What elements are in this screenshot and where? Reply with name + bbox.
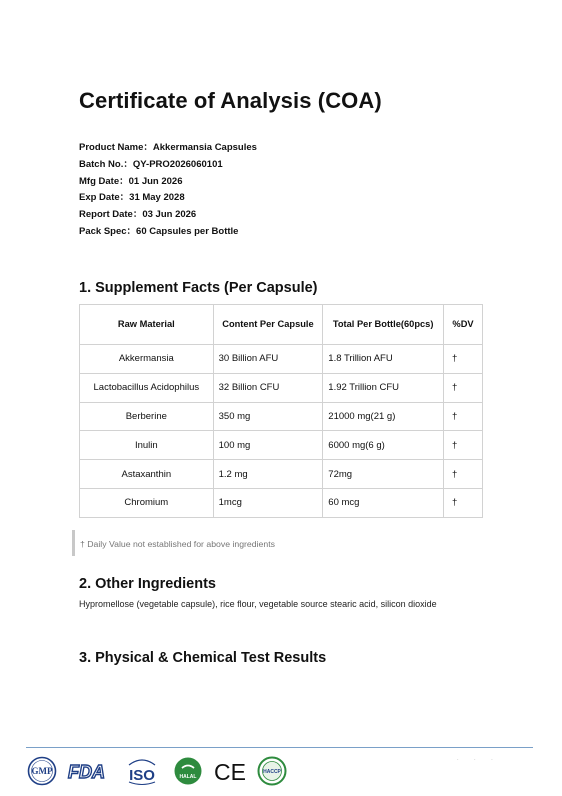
table-cell: 1.92 Trillion CFU [323, 373, 444, 402]
gmp-logo [26, 756, 58, 786]
section-heading-supplement-facts: 1. Supplement Facts (Per Capsule) [79, 280, 318, 296]
table-cell: 60 mcg [323, 488, 444, 517]
table-cell: 100 mg [213, 431, 323, 460]
table-cell: † [444, 460, 483, 489]
svg-text:HALAL: HALAL [179, 774, 197, 780]
column-header: Raw Material [80, 305, 214, 345]
daily-value-note: † Daily Value not established for above ingredients [72, 530, 275, 556]
haccp-logo [256, 756, 288, 786]
field-label: Pack Spec： [79, 225, 137, 237]
halal-logo [172, 756, 204, 786]
field-value: 03 Jun 2026 [142, 209, 197, 221]
iso-logo [122, 756, 162, 786]
report-date-row [79, 207, 257, 224]
footer-dots: · · · [457, 757, 500, 763]
table-cell: † [444, 373, 483, 402]
section-heading-test-results: 3. Physical & Chemical Test Results [79, 650, 327, 666]
table-row [80, 488, 483, 517]
footer-divider [26, 747, 533, 748]
section-heading-other-ingredients: 2. Other Ingredients [79, 576, 216, 592]
svg-text:ISO: ISO [129, 767, 155, 784]
field-value: 31 May 2028 [129, 192, 185, 204]
field-label: Report Date： [79, 209, 143, 221]
table-cell: 30 Billion AFU [213, 345, 323, 374]
batch-no-row [79, 157, 257, 174]
table-cell: 72mg [323, 460, 444, 489]
table-cell: 1.2 mg [213, 460, 323, 489]
field-value: QY-PRO2026060101 [132, 158, 223, 170]
product-name-row [79, 140, 257, 157]
table-cell: Lactobacillus Acidophilus [80, 373, 214, 402]
table-cell: 1.8 Trillion AFU [323, 345, 444, 374]
table-cell: 350 mg [213, 402, 323, 431]
table-cell: † [444, 488, 483, 517]
table-header-row [80, 305, 483, 345]
table-row [80, 373, 483, 402]
field-value: 01 Jun 2026 [128, 175, 183, 187]
field-label: Batch No.： [79, 158, 133, 170]
column-header: Total Per Bottle(60pcs) [323, 305, 444, 345]
ce-logo [212, 758, 248, 784]
supplement-facts-table [79, 304, 483, 518]
table-row [80, 431, 483, 460]
table-cell: 1mcg [213, 488, 323, 517]
page-title: Certificate of Analysis (COA) [79, 88, 382, 113]
table-cell: † [444, 431, 483, 460]
table-cell: 32 Billion CFU [213, 373, 323, 402]
table-cell: 21000 mg(21 g) [323, 402, 444, 431]
pack-spec-row [79, 224, 257, 241]
column-header: %DV [444, 305, 483, 345]
svg-text:HACCP: HACCP [263, 769, 281, 775]
table-cell: Akkermansia [80, 345, 214, 374]
field-label: Mfg Date： [79, 175, 129, 187]
table-cell: Berberine [80, 402, 214, 431]
table-row [80, 345, 483, 374]
table-cell: 6000 mg(6 g) [323, 431, 444, 460]
exp-date-row [79, 190, 257, 207]
table-cell: Inulin [80, 431, 214, 460]
table-cell: Astaxanthin [80, 460, 214, 489]
other-ingredients-text: Hypromellose (vegetable capsule), rice flour, vegetable source stearic acid, silicon dioxide [79, 599, 437, 609]
svg-text:CE: CE [214, 759, 246, 784]
table-cell: † [444, 402, 483, 431]
svg-text:FDA: FDA [68, 762, 105, 782]
fda-logo [66, 760, 116, 782]
field-label: Exp Date： [79, 192, 130, 204]
field-value: Akkermansia Capsules [152, 142, 257, 153]
field-label: Product Name： [79, 142, 153, 153]
mfg-date-row [79, 174, 257, 191]
field-value: 60 Capsules per Bottle [136, 225, 239, 237]
column-header: Content Per Capsule [213, 305, 323, 345]
table-cell: Chromium [80, 488, 214, 517]
certification-logos [26, 754, 288, 788]
table-row [80, 402, 483, 431]
svg-text:GMP: GMP [31, 766, 53, 776]
table-row [80, 460, 483, 489]
product-info [79, 140, 257, 241]
table-cell: † [444, 345, 483, 374]
